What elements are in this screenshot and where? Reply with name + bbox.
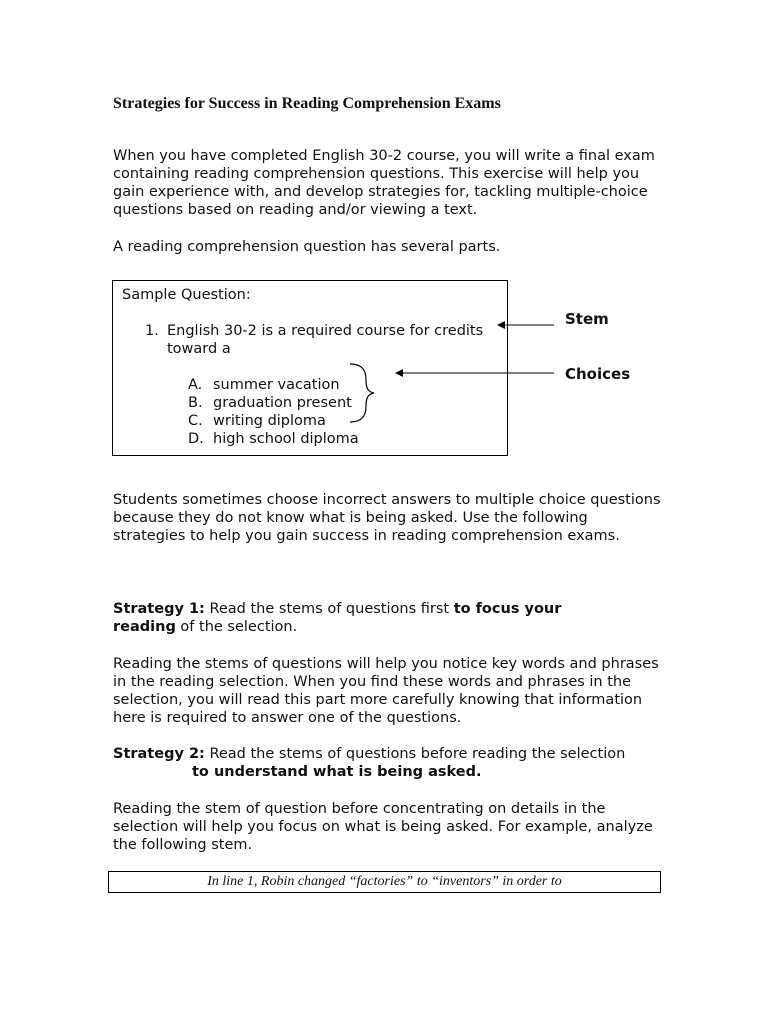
choice-c-letter: C. bbox=[188, 413, 203, 429]
strategy-1-heading bbox=[113, 600, 663, 636]
choice-a-letter: A. bbox=[188, 377, 203, 393]
choice-d-text: high school diploma bbox=[213, 431, 359, 447]
choice-d-letter: D. bbox=[188, 431, 204, 447]
strategy-1-label: Strategy 1: bbox=[113, 601, 205, 617]
choices-brace-icon bbox=[350, 364, 374, 422]
choice-c-text: writing diploma bbox=[213, 413, 326, 429]
choice-a-text: summer vacation bbox=[213, 377, 340, 393]
question-stem-line-2: toward a bbox=[167, 341, 231, 357]
strategy-2-heading bbox=[113, 745, 663, 781]
strategy-2-bold-a: to understand what is being asked. bbox=[192, 764, 482, 780]
stem-arrow bbox=[497, 321, 554, 329]
question-number: 1. bbox=[145, 323, 159, 339]
page-title: Strategies for Success in Reading Comprehension Exams bbox=[113, 95, 501, 112]
choices-label: Choices bbox=[565, 365, 631, 383]
strategy-1-bold-b: reading bbox=[113, 619, 176, 635]
strategy-1-text-a: Read the stems of questions first bbox=[204, 601, 454, 617]
sample-question-label: Sample Question: bbox=[122, 287, 251, 303]
intro-parts-sentence: A reading comprehension question has several parts. bbox=[113, 239, 501, 255]
example-stem-box bbox=[108, 871, 661, 893]
stem-label: Stem bbox=[565, 310, 609, 328]
choice-b-text: graduation present bbox=[213, 395, 352, 411]
strategy-2-label: Strategy 2: bbox=[113, 746, 205, 762]
example-stem-text: In line 1, Robin changed “factories” to “inventors” in order to bbox=[207, 874, 562, 889]
choice-b-letter: B. bbox=[188, 395, 203, 411]
intro-paragraph: When you have completed English 30-2 course, you will write a final exam containing reading comprehension questions. This exercise will help you gain experience with, and develop strategies for, tackling multiple-choice questions based on reading and/or viewing a text. bbox=[113, 148, 655, 218]
question-stem-line-1: English 30-2 is a required course for credits bbox=[167, 323, 484, 339]
strategy-1-explanation: Reading the stems of questions will help you notice key words and phrases in the reading selection. When you find these words and phrases in the selection, you will read this part more carefully knowing that information here is required to answer one of the questions. bbox=[113, 656, 659, 726]
choices-arrow bbox=[395, 369, 554, 377]
strategy-2-text-a: Read the stems of questions before reading the selection bbox=[204, 746, 626, 762]
strategy-1-bold-a: to focus your bbox=[453, 601, 562, 617]
strategy-2-explanation: Reading the stem of question before concentrating on details in the selection will help you focus on what is being asked. For example, analyze the following stem. bbox=[113, 801, 653, 853]
students-paragraph: Students sometimes choose incorrect answers to multiple choice questions because they do not know what is being asked. Use the following strategies to help you gain success in reading comprehension exams. bbox=[113, 492, 661, 544]
strategy-1-text-b: of the selection. bbox=[175, 619, 298, 635]
